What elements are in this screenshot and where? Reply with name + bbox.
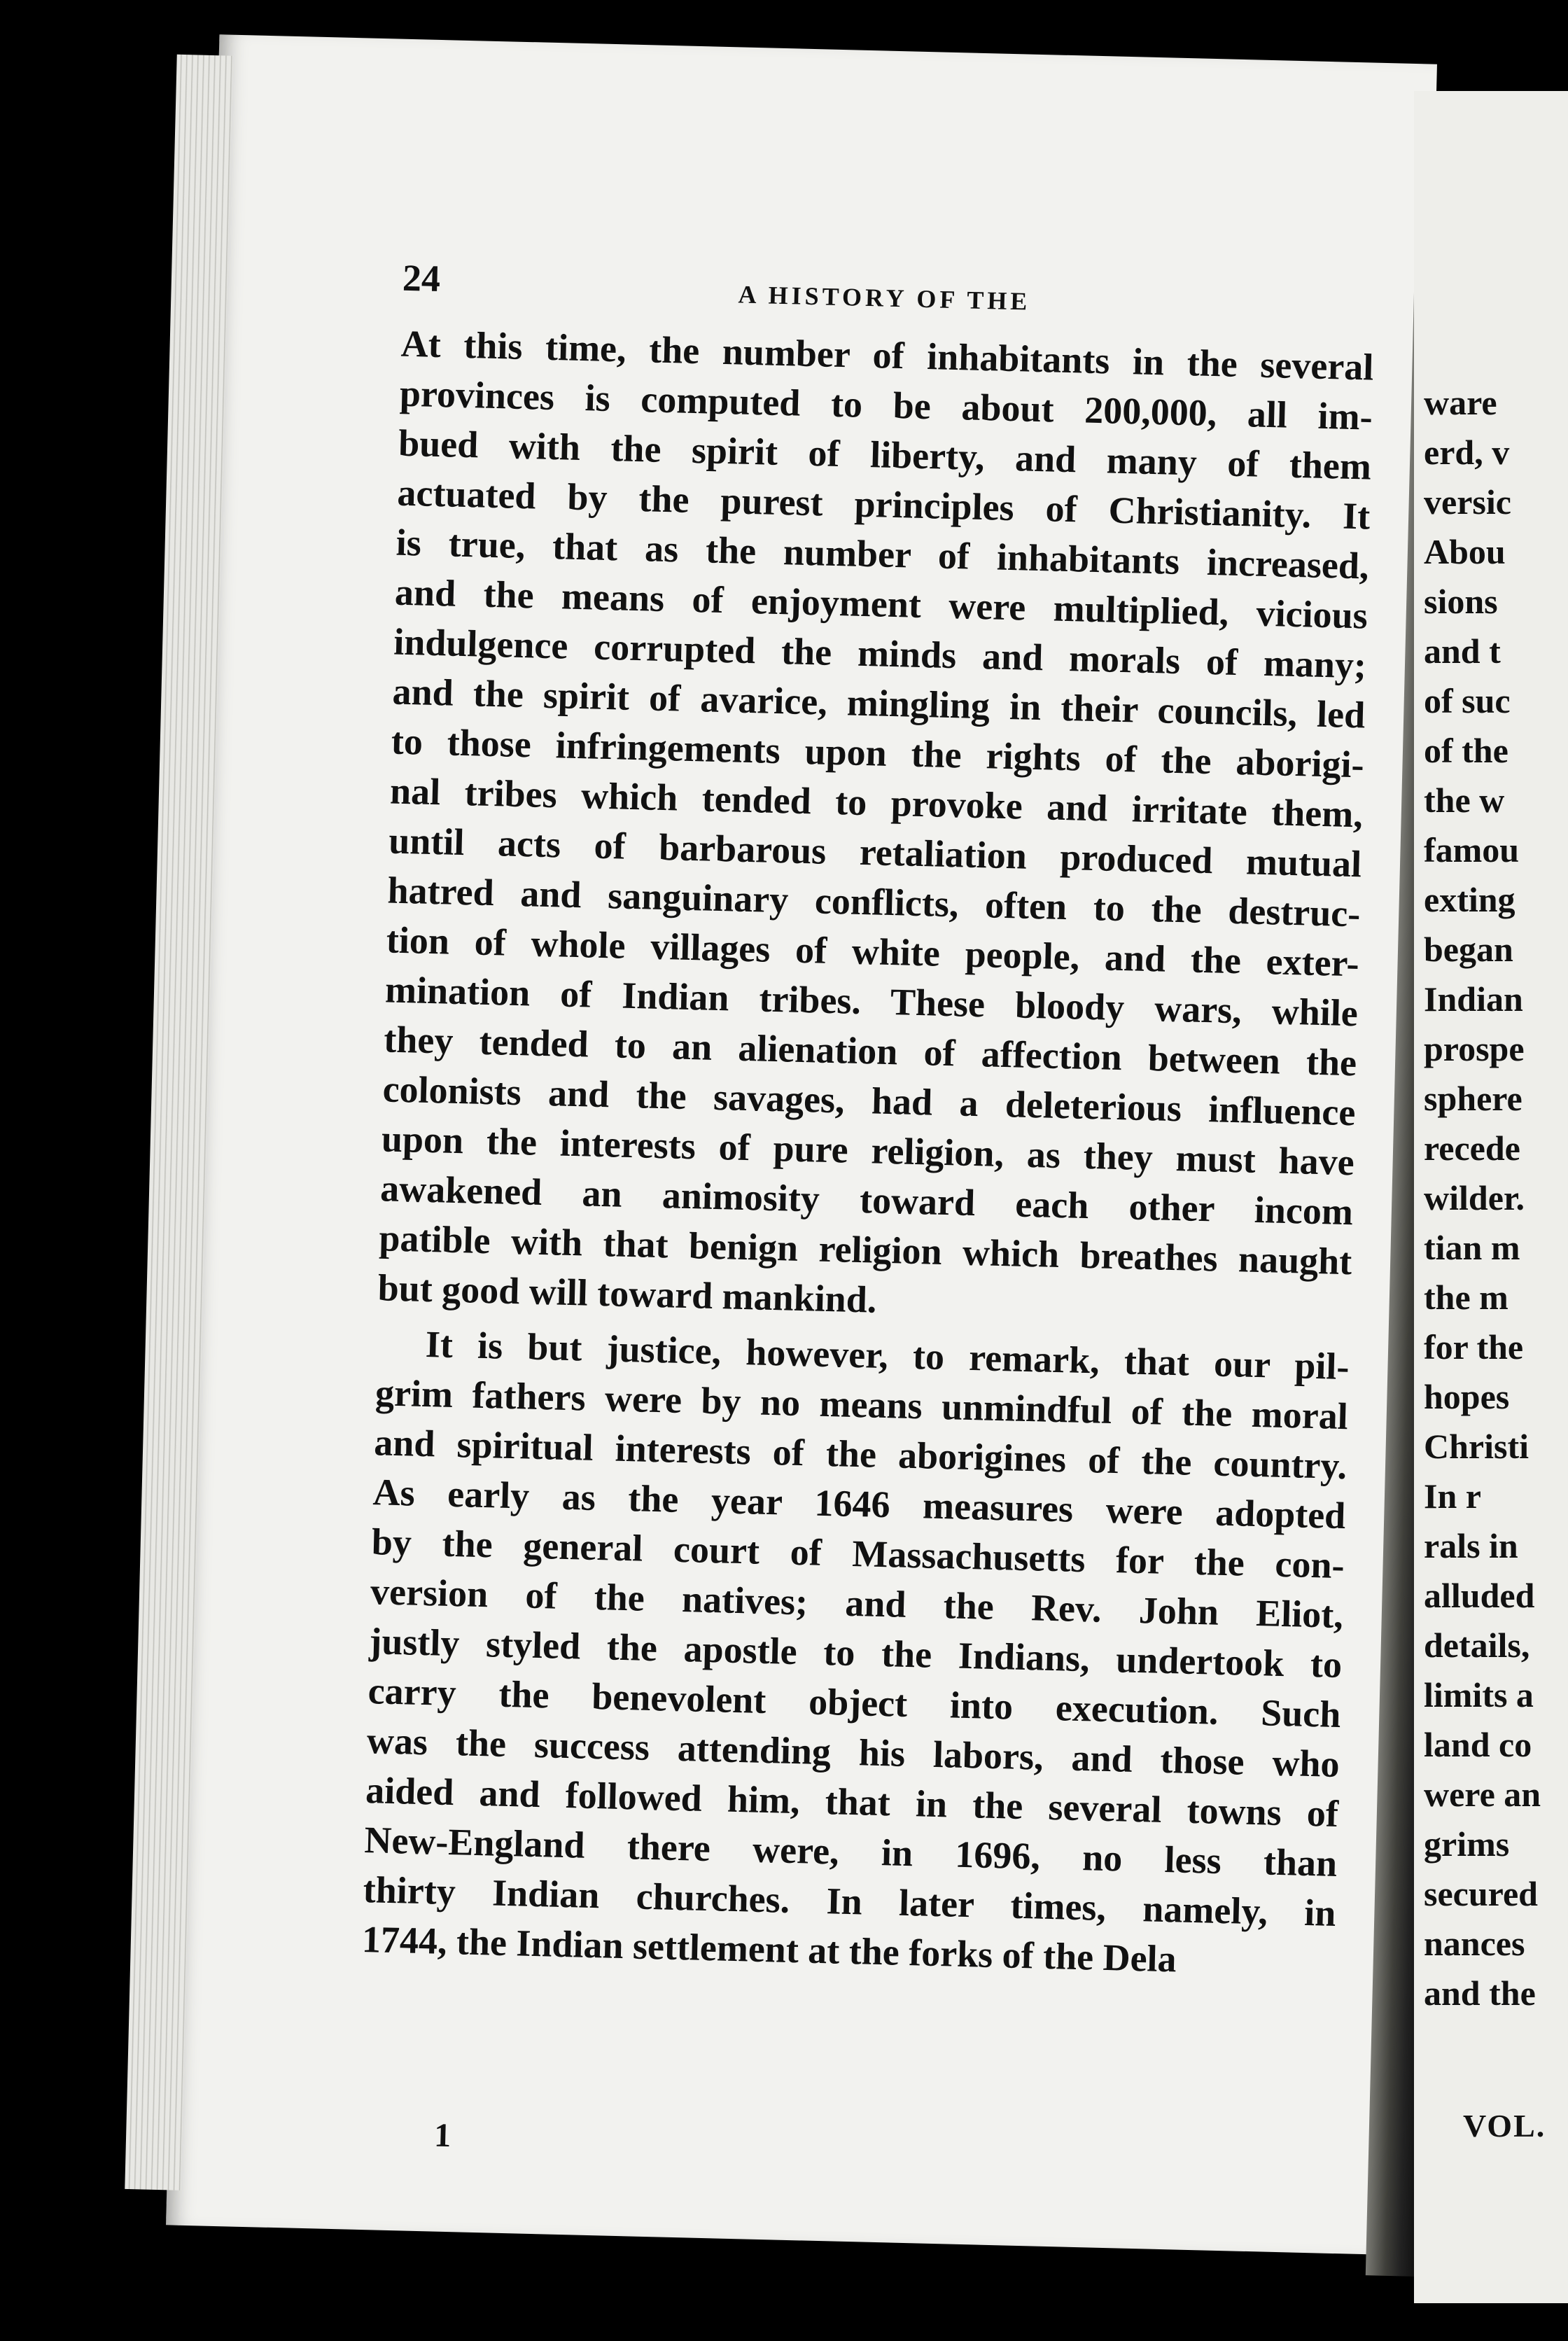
right-text-line: erd, v [1424,433,1510,472]
text-line: grim fathers were by no means unmindful of the moral [374,1371,1349,1438]
right-text-line: began [1424,930,1513,969]
right-text-line: Abou [1424,532,1506,571]
right-text-line: famou [1424,830,1520,869]
page-edges [125,55,232,2190]
text-line: awakened an animosity toward each other incom [379,1167,1354,1234]
right-text-line: of the [1424,731,1508,770]
paragraph-1 [377,319,1374,1337]
text-line: carry the benevolent object into execution. Such [368,1670,1342,1736]
text-line: upon the interests of pure religion, as they must have [381,1117,1355,1184]
right-text-line: alluded [1424,1576,1535,1615]
right-text-line: sphere [1424,1079,1522,1118]
right-text-line: the m [1424,1278,1508,1317]
text-line: and spiritual interests of the aborigines of the country. [373,1421,1348,1488]
text-line: bued with the spirit of liberty, and many of them [398,421,1372,488]
right-page [1414,91,1568,2303]
text-line: nal tribes which tended to provoke and irritate them, [389,769,1364,836]
text-line: to those infringements upon the rights of the aborigi- [391,720,1365,786]
body-text [361,319,1374,1988]
right-text-line: sions [1424,582,1498,621]
right-text-line: and the [1424,1973,1536,2013]
right-text-line: wilder. [1424,1178,1525,1217]
text-line: thirty Indian churches. In later times, namely, in [363,1868,1337,1934]
text-line: indulgence corrupted the minds and morals of many; [393,620,1367,687]
text-line: actuated by the purest principles of Christianity. It [396,471,1371,538]
right-text-line: were an [1424,1775,1541,1814]
right-text-line: ware [1424,383,1497,422]
text-line: At this time, the number of inhabitants in the several [400,322,1375,389]
text-line: mination of Indian tribes. These bloody wars, while [384,968,1359,1035]
text-line: hatred and sanguinary conflicts, often to the destruc- [386,869,1362,935]
right-text-line: nances [1424,1924,1525,1963]
right-text-line: prospe [1424,1029,1525,1068]
text-line: justly styled the apostle to the Indians, undertook to [368,1620,1343,1686]
right-text-line: of suc [1424,681,1511,720]
running-title: A HISTORY OF THE [738,280,1031,316]
left-page [166,34,1437,2255]
text-line: was the success attending his labors, and those who [366,1719,1340,1786]
right-text-line: for the [1424,1327,1524,1367]
text-line: and the spirit of avarice, mingling in their councils, led [391,670,1366,736]
text-line: provinces is computed to be about 200,000, all im- [399,372,1373,438]
right-text-line: land co [1424,1725,1532,1764]
right-text-line: grims [1424,1824,1510,1864]
right-text-line: exting [1424,880,1516,919]
right-text-line: Christi [1424,1427,1529,1466]
paragraph-2 [361,1318,1350,1988]
text-line: they tended to an alienation of affection between the [383,1018,1357,1084]
right-text-line: versic [1424,482,1511,522]
text-line: is true, that as the number of inhabitants increased, [396,521,1370,587]
right-text-line: secured [1424,1874,1538,1913]
text-line: and the means of enjoyment were multiplied, vicious [394,571,1368,637]
right-text-line: Indian [1424,979,1523,1019]
right-text-line: In r [1424,1476,1481,1516]
text-line: by the general court of Massachusetts for the con- [371,1521,1345,1587]
text-line: patible with that benign religion which breathes naught [378,1217,1352,1283]
text-line: aided and followed him, that in the several towns of [365,1769,1339,1836]
text-line: 1744, the Indian settlement at the forks of the Dela [361,1918,1177,1980]
text-line: colonists and the savages, had a deleterious influence [382,1068,1357,1134]
text-line: It is but justice, however, to remark, that our pil- [425,1322,1350,1388]
right-page-footer: VOL. [1463,2108,1546,2144]
text-line: version of the natives; and the Rev. John Eliot, [370,1570,1344,1637]
text-line: New-England there were, in 1696, no less than [363,1819,1338,1885]
right-text-line: rals in [1424,1526,1518,1565]
right-text-line: limits a [1424,1675,1534,1714]
text-line: until acts of barbarous retaliation produced mutual [388,819,1362,886]
text-line: tion of whole villages of white people, and the exter- [386,918,1360,985]
right-text-line: the w [1424,781,1505,820]
right-page-text [1424,378,1541,2018]
text-line: but good will toward mankind. [377,1266,878,1321]
right-text-line: and t [1424,631,1501,671]
right-text-line: hopes [1424,1377,1510,1416]
page-number: 24 [402,256,441,300]
signature-mark: 1 [433,2116,451,2155]
right-text-line: details, [1424,1626,1530,1665]
right-text-line: recede [1424,1128,1520,1168]
right-text-line: tian m [1424,1228,1520,1267]
text-line: As early as the year 1646 measures were adopted [372,1471,1347,1537]
